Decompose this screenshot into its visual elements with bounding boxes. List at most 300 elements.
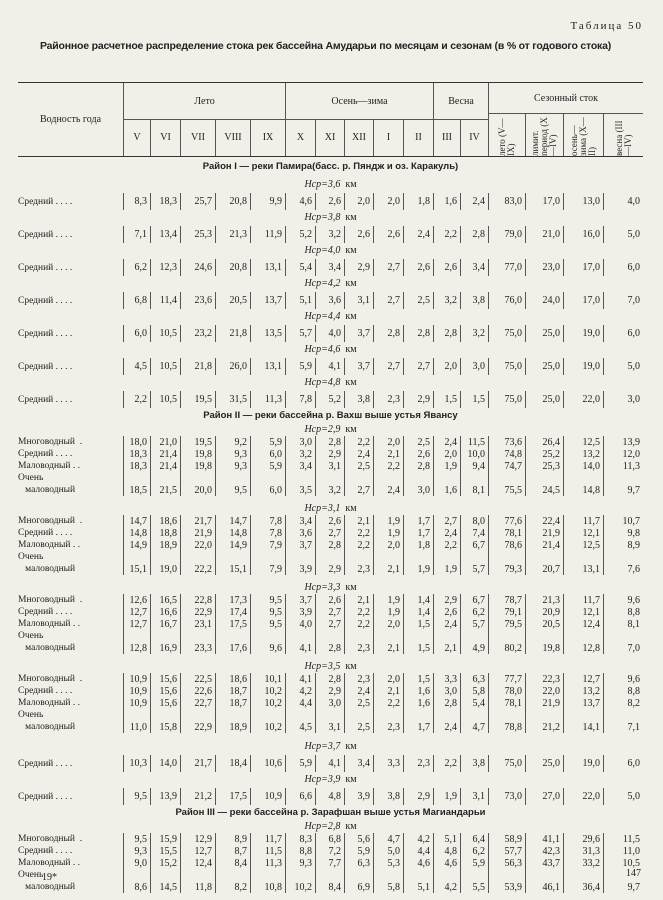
table-cell: 1,7 [403,709,433,733]
row-label: Средний . . . . [18,607,73,617]
row-label: Средний . . . . [18,328,73,339]
table-cell: 12,3 [150,259,180,276]
table-cell: 2,0 [373,436,403,448]
table-cell: 2,0 [373,673,403,685]
table-cell: 4,7 [460,709,488,733]
header-divider [488,113,643,114]
table-cell: 16,7 [150,618,180,630]
table-cell: 8,1 [603,618,643,630]
table-cell: 10,2 [285,869,315,893]
table-cell: 14,0 [150,755,180,772]
table-cell: 4,1 [315,358,344,375]
table-cell: 5,1 [285,292,315,309]
table-cell: 2,0 [373,193,403,210]
table-cell: 4,0 [603,193,643,210]
table-cell: 1,8 [403,193,433,210]
table-cell: 12,7 [563,673,603,685]
table-cell: 73,6 [488,436,525,448]
table-cell: 22,5 [180,673,215,685]
table-cell: 10,5 [150,391,180,408]
signature-mark: 19* [42,872,57,883]
table-cell: 2,8 [315,436,344,448]
table-cell: 31,5 [215,391,250,408]
table-cell: 2,5 [403,292,433,309]
elevation-value: Hср=2,8 [304,821,341,832]
table-row [18,515,643,527]
row-label: Многоводный . [18,595,83,605]
elevation-value: Hср=4,4 [304,311,341,322]
elevation-unit: км [345,503,357,514]
table-cell: 42,3 [525,845,563,857]
table-cell: 2,2 [433,539,460,551]
month-header: IX [250,119,285,156]
table-cell: 2,9 [403,788,433,805]
table-header [18,82,643,157]
table-cell: 4,2 [403,833,433,845]
table-cell: 14,9 [123,539,150,551]
table-cell: 77,0 [488,259,525,276]
table-cell: 15,2 [150,857,180,869]
table-cell: 2,6 [403,448,433,460]
table-cell: 11,3 [250,391,285,408]
table-cell: 77,6 [488,515,525,527]
table-cell: 2,8 [315,630,344,654]
table-cell: 3,7 [285,539,315,551]
table-cell: 2,9 [315,448,344,460]
elevation-unit: км [345,661,357,672]
row-label: Средний . . . . [18,295,73,306]
table-cell: 5,6 [344,833,373,845]
table-cell: 22,9 [180,606,215,618]
table-cell: 1,6 [433,193,460,210]
table-cell: 21,4 [150,460,180,472]
elevation-label [18,660,643,673]
table-cell: 1,8 [403,539,433,551]
table-cell: 2,7 [315,618,344,630]
month-header: V [123,119,150,156]
table-cell: 2,4 [403,226,433,243]
table-cell: 7,1 [603,709,643,733]
group-header: Сезонный сток [488,83,643,113]
table-cell: 15,1 [215,551,250,575]
table-cell: 17,0 [563,259,603,276]
table-cell: 19,8 [525,630,563,654]
table-cell: 3,5 [285,472,315,496]
table-cell: 2,4 [344,448,373,460]
table-cell: 25,3 [180,226,215,243]
elevation-label [18,820,643,833]
table-cell: 3,8 [373,788,403,805]
table-cell: 8,6 [123,869,150,893]
table-cell: 10,2 [250,697,285,709]
table-cell: 15,1 [123,551,150,575]
month-header: III [433,119,460,156]
table-cell: 2,7 [373,259,403,276]
table-cell: 6,7 [460,539,488,551]
table-row [18,594,643,606]
table-cell: 2,2 [344,527,373,539]
table-row [18,193,643,210]
elevation-label [18,423,643,436]
table-cell: 19,8 [180,448,215,460]
table-row [18,448,643,460]
table-cell: 15,9 [150,833,180,845]
table-cell: 8,1 [460,472,488,496]
table-cell: 13,9 [603,436,643,448]
table-cell: 9,6 [603,673,643,685]
table-cell: 4,4 [403,845,433,857]
table-cell: 2,4 [433,436,460,448]
table-cell: 2,2 [123,391,150,408]
table-cell: 22,8 [180,594,215,606]
table-cell: 2,9 [315,685,344,697]
table-cell: 3,9 [285,606,315,618]
elevation-value: Hср=2,9 [304,424,341,435]
table-cell: 2,1 [373,685,403,697]
table-cell: 2,3 [344,630,373,654]
table-row [18,436,643,448]
elevation-value: Hср=4,8 [304,377,341,388]
table-cell: 11,5 [250,845,285,857]
table-cell: 3,1 [460,788,488,805]
table-cell: 20,8 [215,193,250,210]
table-cell: 9,7 [603,869,643,893]
table-cell: 2,3 [373,391,403,408]
table-row [18,845,643,857]
table-cell: 21,2 [525,709,563,733]
table-cell: 2,4 [344,685,373,697]
table-cell: 2,6 [433,606,460,618]
table-cell: 10,3 [123,755,150,772]
table-cell: 13,2 [563,448,603,460]
elevation-label [18,772,643,788]
table-cell: 26,0 [215,358,250,375]
table-cell: 2,6 [433,259,460,276]
table-row [18,460,643,472]
table-cell: 8,8 [603,606,643,618]
table-cell: 5,4 [285,259,315,276]
table-row [18,618,643,630]
table-cell: 2,4 [460,193,488,210]
table-cell: 12,5 [563,436,603,448]
row-label-header: Водность года [39,114,102,125]
table-cell: 10,5 [150,325,180,342]
table-cell: 11,5 [460,436,488,448]
table-cell: 4,1 [285,673,315,685]
table-cell: 5,8 [373,869,403,893]
table-cell: 2,6 [315,594,344,606]
table-cell: 79,5 [488,618,525,630]
table-cell: 8,3 [285,833,315,845]
elevation-value: Hср=3,3 [304,582,341,593]
table-cell: 56,3 [488,857,525,869]
table-cell: 18,7 [215,697,250,709]
table-cell: 24,0 [525,292,563,309]
month-header: I [373,119,403,156]
table-cell: 2,7 [403,358,433,375]
row-label: Средний . . . . [18,196,73,207]
table-row [18,551,643,575]
table-cell: 4,0 [285,618,315,630]
table-cell: 9,0 [123,857,150,869]
table-cell: 3,6 [315,292,344,309]
section-title: Район II — реки бассейна р. Вахш выше устья Явансу [203,410,458,421]
table-cell: 19,5 [180,391,215,408]
table-cell: 14,0 [563,460,603,472]
table-cell: 23,1 [180,618,215,630]
table-cell: 11,0 [603,845,643,857]
elevation-value: Hср=3,1 [304,503,341,514]
table-cell: 1,4 [403,594,433,606]
table-cell: 2,0 [433,448,460,460]
table-cell: 8,4 [215,857,250,869]
table-cell: 5,0 [373,845,403,857]
table-cell: 22,3 [525,673,563,685]
table-cell: 10,1 [250,673,285,685]
season-header [603,113,643,156]
table-cell: 73,0 [488,788,525,805]
table-cell: 15,6 [150,697,180,709]
table-cell: 2,7 [315,527,344,539]
table-cell: 3,2 [285,448,315,460]
table-cell: 6,8 [123,292,150,309]
table-cell: 78,7 [488,594,525,606]
table-cell: 14,9 [215,539,250,551]
table-cell: 10,9 [123,673,150,685]
elevation-unit: км [345,344,357,355]
table-cell: 6,4 [460,833,488,845]
table-cell: 21,7 [180,515,215,527]
table-cell: 4,0 [315,325,344,342]
table-cell: 21,9 [180,527,215,539]
table-cell: 6,2 [460,845,488,857]
month-header: XI [315,119,344,156]
table-row [18,325,643,342]
table-cell: 18,4 [215,755,250,772]
table-cell: 80,2 [488,630,525,654]
table-cell: 2,0 [433,358,460,375]
table-cell: 9,9 [250,193,285,210]
table-cell: 11,5 [603,833,643,845]
table-cell: 9,3 [215,460,250,472]
table-cell: 2,4 [433,709,460,733]
table-cell: 8,7 [215,845,250,857]
table-cell: 6,0 [603,325,643,342]
table-cell: 57,7 [488,845,525,857]
table-cell: 23,3 [180,630,215,654]
table-cell: 2,8 [460,226,488,243]
table-cell: 18,5 [123,472,150,496]
table-cell: 23,2 [180,325,215,342]
table-cell: 3,3 [373,755,403,772]
table-cell: 9,7 [603,472,643,496]
table-row [18,539,643,551]
table-cell: 9,8 [603,527,643,539]
row-label: Очень маловодный [18,552,76,574]
elevation-value: Hср=4,0 [304,245,341,256]
table-cell: 3,4 [344,755,373,772]
table-cell: 16,5 [150,594,180,606]
table-cell: 5,9 [460,857,488,869]
table-cell: 10,0 [460,448,488,460]
table-cell: 15,5 [150,845,180,857]
table-cell: 2,8 [433,325,460,342]
table-cell: 25,2 [525,448,563,460]
elevation-unit: км [345,212,357,223]
table-cell: 7,9 [250,539,285,551]
table-cell: 76,0 [488,292,525,309]
table-cell: 3,0 [315,697,344,709]
table-cell: 21,0 [525,226,563,243]
table-cell: 2,5 [344,697,373,709]
table-cell: 4,7 [373,833,403,845]
table-cell: 2,4 [433,527,460,539]
table-cell: 1,6 [403,685,433,697]
row-label: Маловодный . . [18,461,81,471]
table-cell: 9,5 [250,618,285,630]
table-row [18,259,643,276]
table-cell: 16,9 [150,630,180,654]
table-cell: 7,1 [123,226,150,243]
table-cell: 14,1 [563,709,603,733]
table-cell: 1,7 [403,515,433,527]
table-row [18,292,643,309]
table-cell: 3,2 [315,226,344,243]
table-cell: 3,3 [433,673,460,685]
table-cell: 3,2 [433,292,460,309]
table-cell: 2,2 [373,697,403,709]
table-cell: 6,7 [460,594,488,606]
row-label: Средний . . . . [18,758,73,769]
table-cell: 21,4 [150,448,180,460]
table-cell: 11,8 [180,869,215,893]
section-title: Район I — реки Памира(басс. р. Пяндж и оз. Каракуль) [202,161,459,172]
table-cell: 9,6 [250,630,285,654]
elevation-value: Hср=3,9 [304,774,341,785]
row-label: Очень маловодный [18,710,76,732]
table-cell: 3,0 [460,358,488,375]
table-cell: 5,2 [315,391,344,408]
table-cell: 14,8 [215,527,250,539]
table-cell: 1,6 [433,472,460,496]
table-row [18,606,643,618]
table-cell: 5,7 [285,325,315,342]
table-row [18,472,643,496]
table-cell: 16,0 [563,226,603,243]
table-cell: 21,2 [180,788,215,805]
table-cell: 1,9 [373,606,403,618]
table-cell: 5,9 [285,358,315,375]
table-cell: 3,0 [285,436,315,448]
table-cell: 6,6 [285,788,315,805]
table-row [18,630,643,654]
table-cell: 10,8 [250,869,285,893]
group-header: Осень—зима [285,83,433,119]
month-header: II [403,119,433,156]
table-cell: 3,7 [285,594,315,606]
elevation-label [18,581,643,594]
table-cell: 10,9 [123,697,150,709]
elevation-label [18,739,643,755]
table-cell: 12,4 [563,618,603,630]
table-cell: 11,7 [563,594,603,606]
table-cell: 10,9 [123,685,150,697]
table-cell: 3,9 [344,788,373,805]
table-cell: 6,0 [250,472,285,496]
table-cell: 3,0 [603,391,643,408]
table-cell: 20,0 [180,472,215,496]
table-cell: 2,0 [373,618,403,630]
elevation-label [18,177,643,193]
table-row [18,833,643,845]
table-body [18,157,643,899]
elevation-label [18,276,643,292]
table-row [18,755,643,772]
table-cell: 20,7 [525,551,563,575]
table-cell: 12,6 [123,594,150,606]
table-cell: 78,6 [488,539,525,551]
elevation-label [18,342,643,358]
season-header [525,113,563,156]
table-cell: 13,1 [250,358,285,375]
table-cell: 8,3 [123,193,150,210]
table-cell: 21,8 [215,325,250,342]
season-header-label: лимит. период (X—IV) [530,117,558,156]
table-cell: 75,5 [488,472,525,496]
elevation-unit: км [345,582,357,593]
table-cell: 3,9 [285,551,315,575]
table-cell: 2,7 [373,292,403,309]
table-cell: 6,3 [344,857,373,869]
table-cell: 10,5 [150,358,180,375]
table-cell: 22,2 [180,551,215,575]
table-cell: 22,0 [525,685,563,697]
table-cell: 11,3 [250,857,285,869]
table-cell: 18,3 [150,193,180,210]
table-cell: 2,1 [433,630,460,654]
table-cell: 18,8 [150,527,180,539]
table-cell: 3,6 [285,527,315,539]
table-cell: 4,6 [285,193,315,210]
table-cell: 2,2 [433,226,460,243]
row-label: Многоводный . [18,674,83,684]
row-label: Средний . . . . [18,528,73,538]
table-cell: 20,8 [215,259,250,276]
table-cell: 79,1 [488,606,525,618]
table-cell: 53,9 [488,869,525,893]
table-cell: 2,1 [373,448,403,460]
table-cell: 2,6 [373,226,403,243]
table-cell: 17,5 [215,788,250,805]
table-cell: 2,3 [403,755,433,772]
row-label: Средний . . . . [18,449,73,459]
table-cell: 2,4 [433,618,460,630]
table-cell: 9,5 [250,594,285,606]
table-cell: 19,5 [180,436,215,448]
elevation-unit: км [345,821,357,832]
table-cell: 41,1 [525,833,563,845]
table-cell: 25,0 [525,358,563,375]
table-cell: 74,8 [488,448,525,460]
table-cell: 16,6 [150,606,180,618]
table-cell: 4,4 [285,697,315,709]
season-header-label: осень—зима (X—II) [569,117,597,156]
elevation-label [18,243,643,259]
table-cell: 10,6 [250,755,285,772]
table-cell: 9,2 [215,436,250,448]
table-cell: 2,7 [433,515,460,527]
table-cell: 19,0 [563,755,603,772]
